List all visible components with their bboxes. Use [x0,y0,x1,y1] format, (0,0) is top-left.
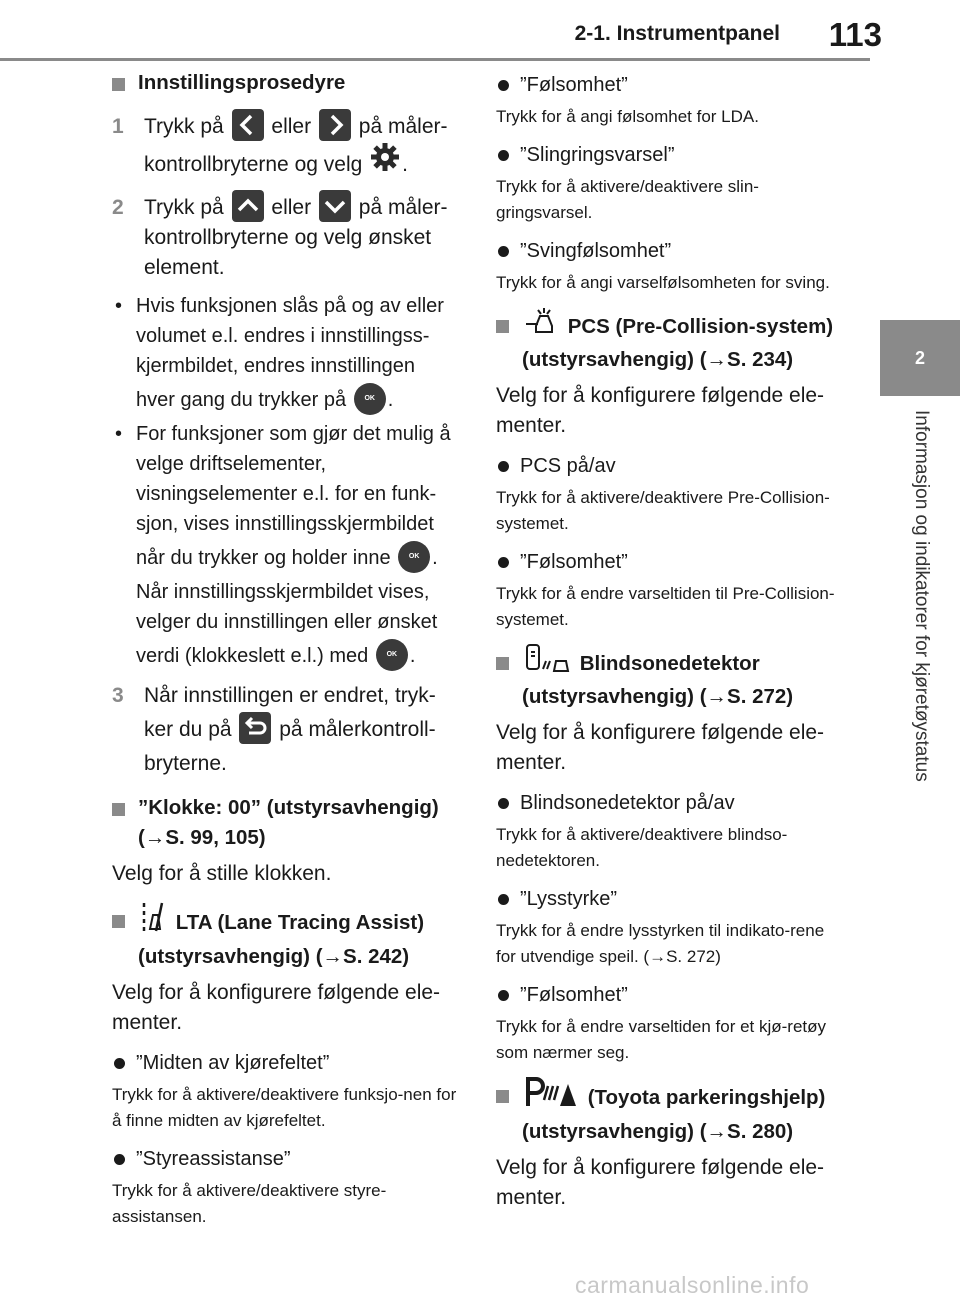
blindsone-description: Velg for å konfigurere følgende ele-menter. [496,721,825,774]
step-number: 3 [112,684,124,707]
page-header [0,0,960,58]
option-midten-desc: Trykk for å aktivere/deaktivere funksjo-nen for å finne midten av kjørefeltet. [112,1085,457,1130]
option-midten: ”Midten av kjørefeltet” [112,1048,464,1078]
chevron-right-icon [319,109,351,141]
ok-button-icon: OK [354,383,386,415]
option-folsomhet-bsm-desc: Trykk for å endre varseltiden for et kjø-retøy som nærmer seg. [496,1017,827,1062]
chapter-tab-number: 2 [880,320,960,396]
option-folsomhet-pcs: ”Følsomhet” [496,547,846,577]
step-number: 1 [112,115,124,138]
heading-blindsone: Blindsonedetektor (utstyrsavhengig) (→S. 272) [496,647,846,712]
option-folsomhet-lda: ”Følsomhet” [496,70,846,100]
heading-parkering: (Toyota parkeringshjelp) (utstyrsavhengig) (→S. 280) [496,1080,846,1147]
option-folsomhet-bsm: ”Følsomhet” [496,980,846,1010]
heading-square-marker [496,320,509,333]
blind-spot-icon [524,643,570,682]
lta-description: Velg for å konfigurere følgende ele-menter. [112,981,441,1034]
heading-square-marker [496,1090,509,1103]
chevron-down-icon [319,190,351,222]
option-blindsone-paav-desc: Trykk for å aktivere/deaktivere blindso-nedetektoren. [496,825,788,870]
option-lysstyrke-desc: Trykk for å endre lysstyrken til indikato-rene for utvendige speil. (→S. 272) [496,921,825,966]
watermark: carmanualsonline.info [575,1272,810,1298]
ok-button-icon: OK [398,541,430,573]
heading-square-marker [112,78,125,91]
chapter-tab-label: Informasjon og indikatorer for kjøretøystatus [911,410,932,782]
chevron-up-icon [232,190,264,222]
option-pcs-paav-desc: Trykk for å aktivere/deaktivere Pre-Collision-systemet. [496,488,830,533]
note-hold-ok: • For funksjoner som gjør det mulig å velge driftselementer, visningselementer e.l. for en funk-sjon, vises innstillingsskjermbildet når du trykker og holder inne OK . Når innstillingsskjermbildet vises, velger du innstillingen eller ønsket verdi (klokkeslett e.l.) med OK . [112,419,464,675]
heading-pcs: PCS (Pre-Collision-system) (utstyrsavhengig) (→S. 234) [496,310,846,375]
option-folsomhet-lda-desc: Trykk for å angi følsomhet for LDA. [496,107,759,126]
ok-button-icon: OK [376,639,408,671]
heading-lta: LTA (Lane Tracing Assist) (utstyrsavhengig) (→S. 242) [112,905,464,972]
parking-assist-icon [524,1076,578,1117]
step-1: 1 Trykk på eller på måler- kontrollbryterne og velg . [112,108,464,185]
section-title: 2-1. Instrumentpanel [574,22,780,45]
option-styreassistanse-desc: Trykk for å aktivere/deaktivere styre-assistansen. [112,1181,387,1226]
option-svingfolsomhet-desc: Trykk for å angi varselfølsomheten for sving. [496,273,830,292]
note-toggle-setting: • Hvis funksjonen slås på og av eller volumet e.l. endres i innstillingss-kjermbildet, endres innstillingen hver gang du trykker på OK . [112,291,464,419]
pcs-description: Velg for å konfigurere følgende ele-menter. [496,384,825,437]
chapter-tab-title [880,400,960,840]
heading-square-marker [112,803,125,816]
lta-icon [140,901,166,942]
heading-square-marker [496,657,509,670]
option-svingfolsomhet: ”Svingfølsomhet” [496,236,846,266]
back-icon [239,712,271,744]
parkering-description: Velg for å konfigurere følgende ele-menter. [496,1156,825,1209]
left-column [112,68,464,1238]
heading-klokke: ”Klokke: 00” (utstyrsavhengig) (→S. 99, 105) [112,793,464,853]
option-pcs-paav: PCS på/av [496,451,846,481]
gear-icon [370,142,400,185]
option-slingringsvarsel-desc: Trykk for å aktivere/deaktivere slin-gringsvarsel. [496,177,759,222]
header-rule [0,58,870,61]
option-lysstyrke: ”Lysstyrke” [496,884,846,914]
page-number: 113 [828,16,882,53]
heading-innstillingsprosedyre: Innstillingsprosedyre [112,68,464,98]
option-blindsone-paav: Blindsonedetektor på/av [496,788,846,818]
step-3: 3 Når innstillingen er endret, tryk- ker du på på målerkontroll- bryterne. [112,681,464,779]
chevron-left-icon [232,109,264,141]
right-column [496,68,846,1219]
clock-description: Velg for å stille klokken. [112,862,332,885]
pcs-icon [524,306,558,345]
option-styreassistanse: ”Styreassistanse” [112,1144,464,1174]
option-folsomhet-pcs-desc: Trykk for å endre varseltiden til Pre-Collision-systemet. [496,584,835,629]
option-slingringsvarsel: ”Slingringsvarsel” [496,140,846,170]
step-number: 2 [112,196,124,219]
heading-square-marker [112,915,125,928]
step-2: 2 Trykk på eller på måler- kontrollbryterne og velg ønsket element. [112,193,464,283]
